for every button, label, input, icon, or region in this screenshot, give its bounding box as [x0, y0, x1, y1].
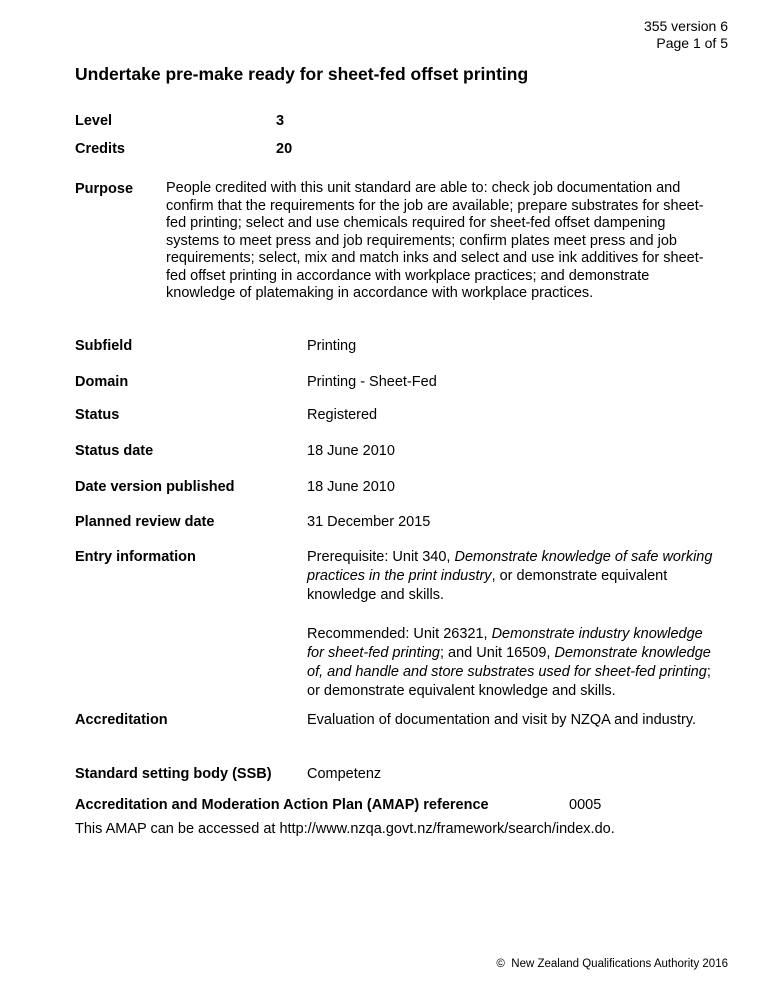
status-date-label: Status date — [75, 443, 154, 459]
entry-information-label: Entry information — [75, 549, 196, 565]
rec-unit-title-2: Demonstrate knowledge of, and handle and store substrates used for sheet-fed printing — [307, 645, 711, 680]
date-version-published-label: Date version published — [75, 479, 235, 495]
rec-unit-title-1: Demonstrate industry knowledge for sheet-fed printing — [307, 626, 703, 661]
status-label: Status — [75, 407, 120, 423]
subfield-label: Subfield — [75, 338, 133, 354]
amap-note: This AMAP can be accessed at http://www.nzqa.govt.nz/framework/search/index.do. — [75, 821, 615, 837]
accreditation-value: Evaluation of documentation and visit by NZQA and industry. — [307, 712, 697, 728]
copyright-icon: © — [496, 958, 505, 970]
ssb-value: Competenz — [307, 766, 382, 782]
status-value: Registered — [307, 407, 378, 423]
page-header — [644, 18, 728, 52]
accreditation-label: Accreditation — [75, 712, 168, 728]
page-number: Page 1 of 5 — [656, 35, 728, 51]
purpose-label: Purpose — [75, 181, 134, 197]
page-footer — [496, 958, 728, 970]
credits-value: 20 — [276, 141, 293, 157]
prereq-unit-title: Demonstrate knowledge of safe working practices in the print industry — [307, 549, 713, 584]
planned-review-date-value: 31 December 2015 — [307, 514, 431, 530]
copyright-text: New Zealand Qualifications Authority 2016 — [511, 958, 728, 970]
level-label: Level — [75, 113, 113, 129]
planned-review-date-label: Planned review date — [75, 514, 215, 530]
purpose-text: People credited with this unit standard are able to: check job documentation and confirm that the requirements for the job are available; prepare substrates for sheet-fed printing; select and use chemicals required for sheet-fed offset dampening systems to meet press and job requirements; confirm plates meet press and job requirements; select, mix and match inks and select and use ink additives for sheet-fed offset printing in accordance with workplace practices; and demonstrate knowledge of platemaking in accordance with workplace practices. — [166, 180, 704, 301]
entry-prerequisite: Prerequisite: Unit 340, Demonstrate knowledge of safe working practices in the print industry, or demonstrate equivalent knowledge and skills. — [307, 549, 713, 603]
page-title: Undertake pre-make ready for sheet-fed offset printing — [75, 64, 529, 84]
status-date-value: 18 June 2010 — [307, 443, 395, 459]
credits-label: Credits — [75, 141, 125, 157]
ssb-label: Standard setting body (SSB) — [75, 766, 272, 782]
entry-recommended: Recommended: Unit 26321, Demonstrate industry knowledge for sheet-fed printing; and Unit 16509, Demonstrate knowledge of, and handle and store substrates used for sheet-fed printing; or demonstrate equivalent knowledge and skills. — [307, 626, 711, 699]
date-version-published-value: 18 June 2010 — [307, 479, 395, 495]
version-line: 355 version 6 — [643, 18, 728, 34]
amap-label: Accreditation and Moderation Action Plan (AMAP) reference — [75, 797, 489, 813]
amap-value: 0005 — [569, 797, 602, 813]
level-value: 3 — [276, 113, 285, 129]
subfield-value: Printing — [307, 338, 357, 354]
domain-value: Printing - Sheet-Fed — [307, 374, 437, 390]
domain-label: Domain — [75, 374, 129, 390]
